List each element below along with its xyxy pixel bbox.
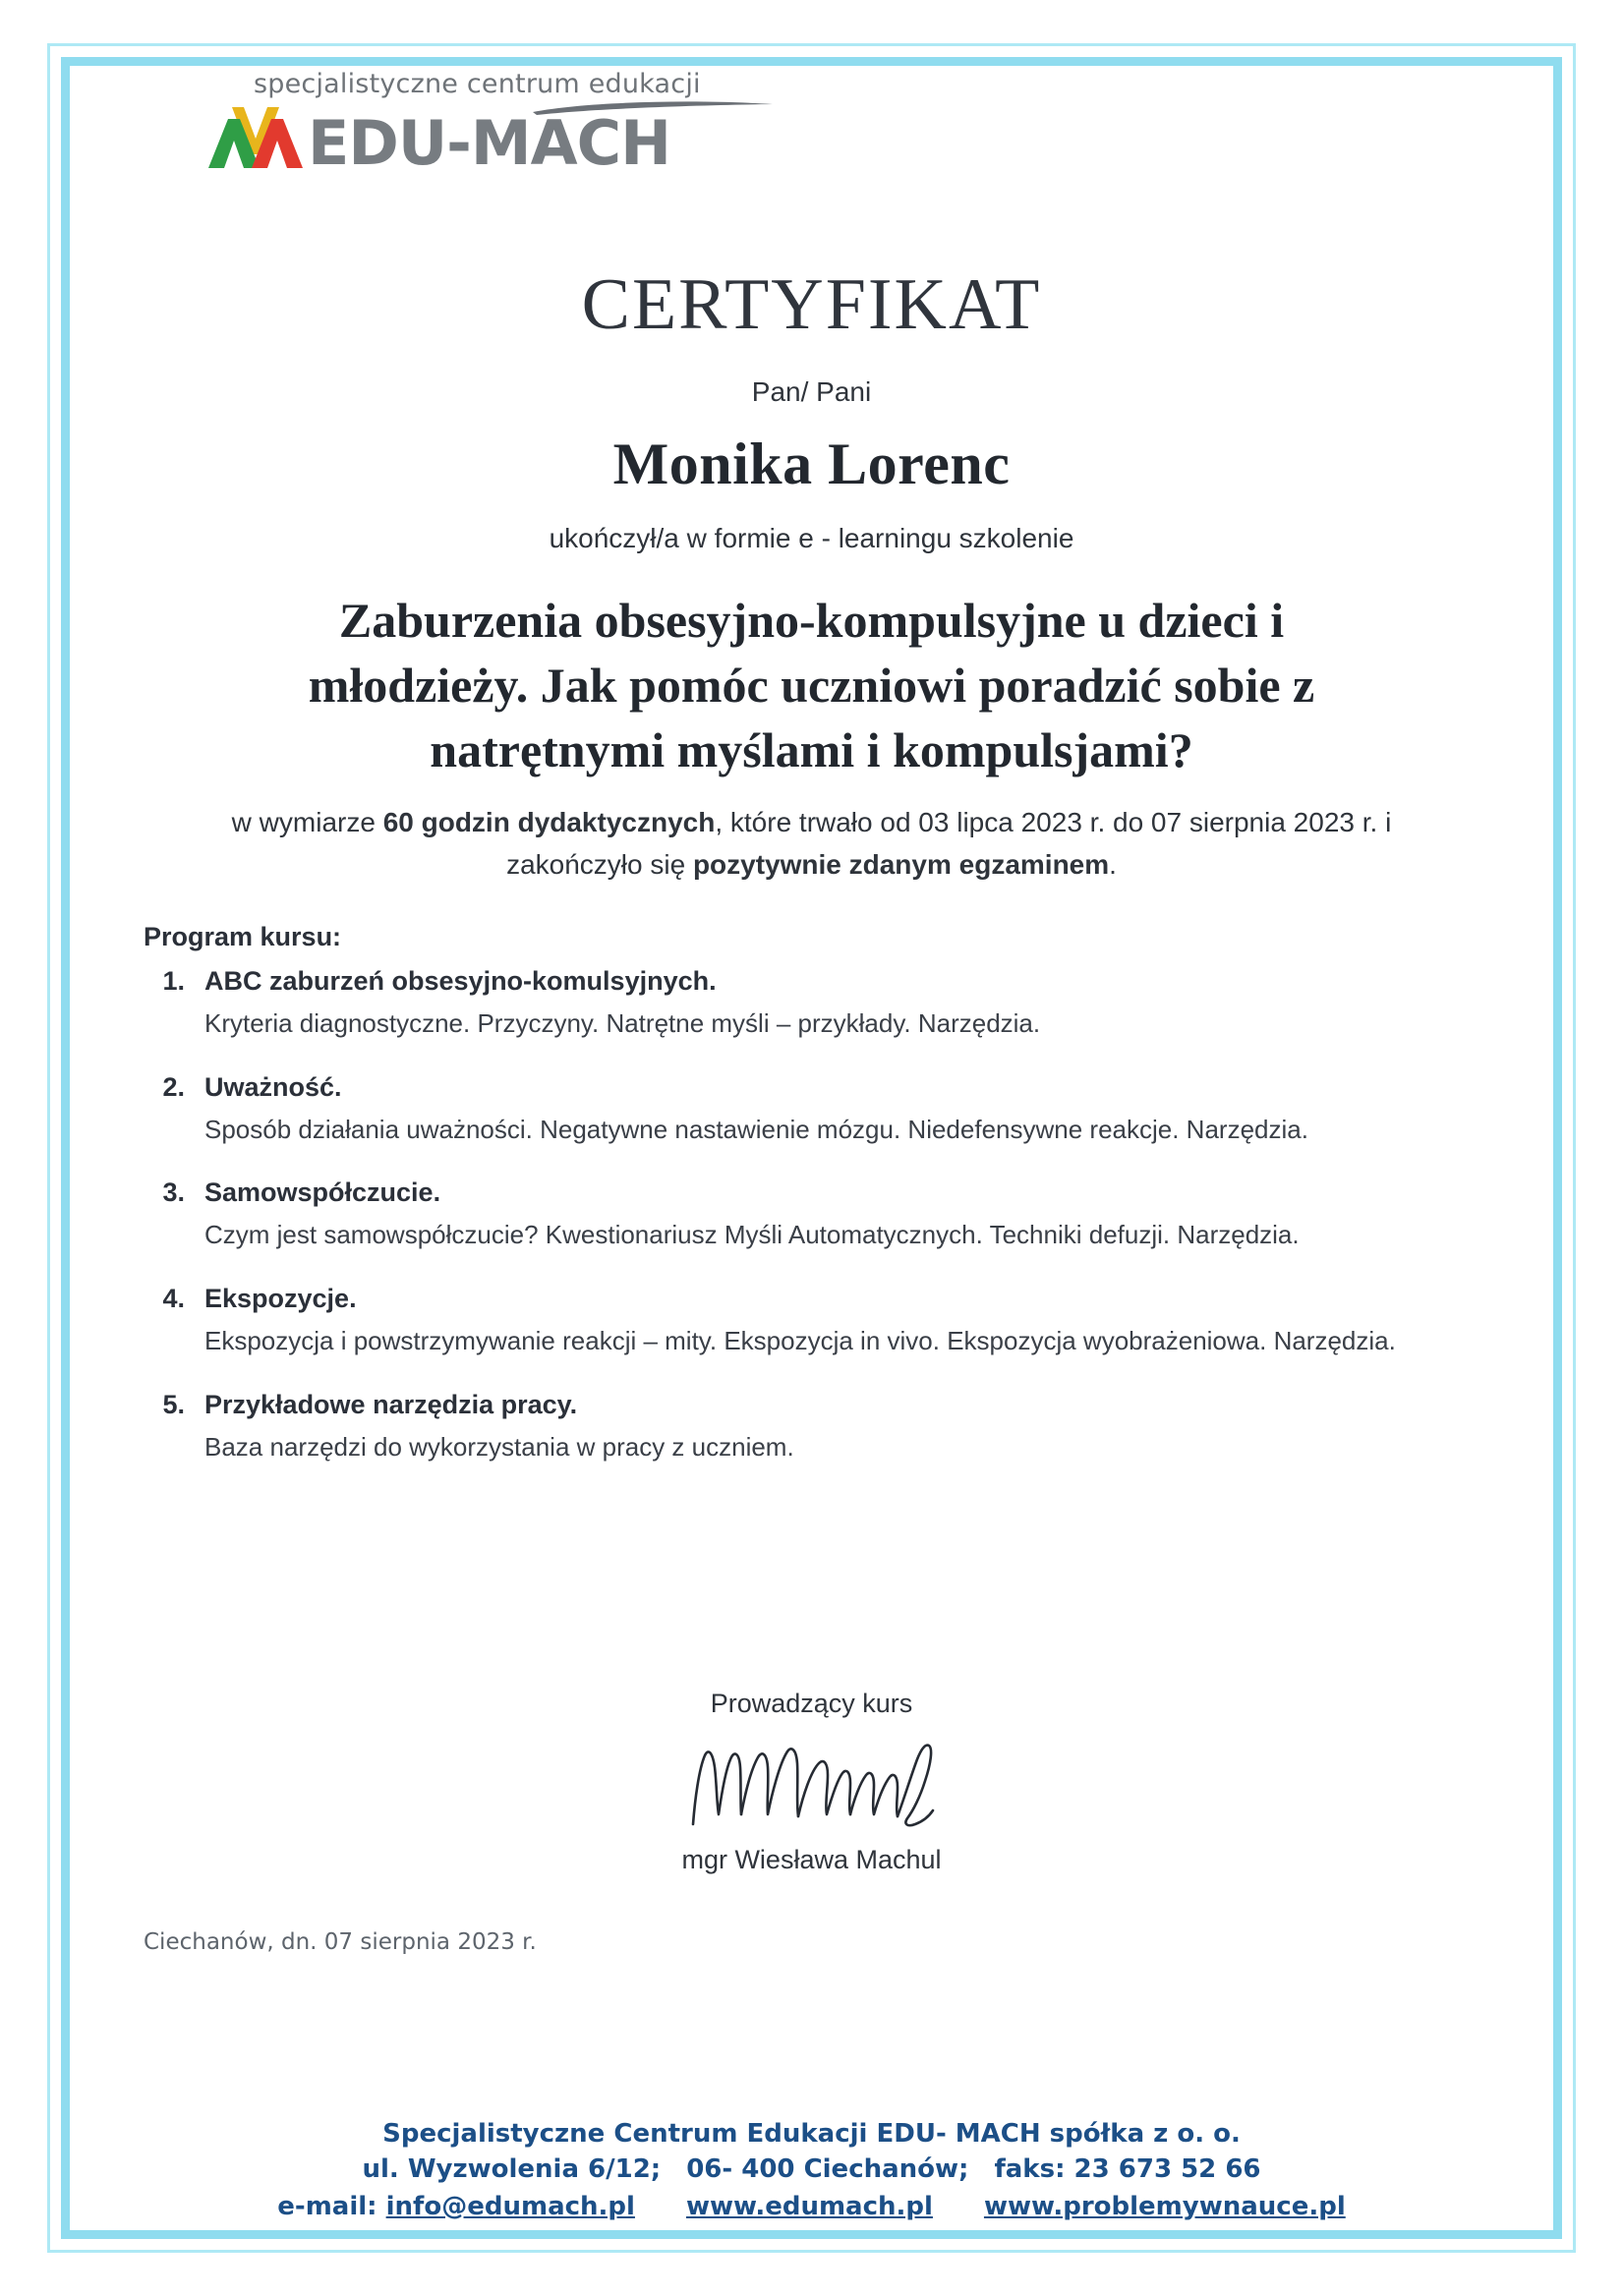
program-item-number: 3. <box>162 1177 185 1208</box>
scope-hours: 60 godzin dydaktycznych <box>382 807 716 837</box>
program-item-description: Kryteria diagnostyczne. Przyczyny. Natrętne myśli – przykłady. Narzędzia. <box>204 1008 1041 1038</box>
footer-street: ul. Wyzwolenia 6/12; <box>362 2154 662 2184</box>
salutation-label: Pan/ Pani <box>751 376 872 407</box>
program-item-number: 2. <box>162 1071 185 1102</box>
edu-mach-chevrons-icon <box>206 105 305 175</box>
program-item-title: ABC zaburzeń obsesyjno-komulsyjnych. <box>204 966 717 996</box>
program-item-body <box>204 1390 1474 1466</box>
logo-wordmark: EDU-MACH <box>308 107 670 179</box>
program-item <box>144 1390 1474 1466</box>
footer-email-link[interactable]: info@edumach.pl <box>385 2192 635 2221</box>
program-item-description: Czym jest samowspółczucie? Kwestionariusz Myśli Automatycznych. Techniki defuzji. Narzędzia. <box>204 1220 1300 1250</box>
issue-place-and-date: Ciechanów, dn. 07 sierpnia 2023 r. <box>144 1929 537 1955</box>
footer-website-link-primary[interactable]: www.edumach.pl <box>685 2192 933 2221</box>
scope-result: pozytywnie zdanym egzaminem <box>692 848 1110 880</box>
program-item-title: Uważność. <box>204 1071 342 1102</box>
page-title: CERTYFIKAT <box>581 264 1042 345</box>
footer-fax: faks: 23 673 52 66 <box>994 2154 1261 2184</box>
course-title <box>169 588 1454 782</box>
footer-address-line <box>61 2154 1562 2184</box>
scope-prefix: w wymiarze <box>231 807 383 837</box>
program-item-number: 1. <box>162 966 185 996</box>
certificate-content <box>61 57 1562 2239</box>
program-item-title: Ekspozycje. <box>204 1284 357 1314</box>
footer-company-name: Specjalistyczne Centrum Edukacji EDU- MACH spółka z o. o. <box>382 2119 1241 2149</box>
program-item-description: Sposób działania uważności. Negatywne nastawienie mózgu. Niedefensywne reakcje. Narzędzia. <box>204 1114 1308 1144</box>
footer <box>61 2119 1562 2221</box>
footer-city: 06- 400 Ciechanów; <box>686 2154 969 2184</box>
program-item-body <box>204 966 1474 1043</box>
program-item-title: Przykładowe narzędzia pracy. <box>204 1389 578 1419</box>
program-item-description: Baza narzędzi do wykorzystania w pracy z uczniem. <box>204 1431 794 1462</box>
footer-email-label: e-mail: <box>277 2192 377 2221</box>
brand-logo <box>206 69 816 180</box>
footer-contact-line <box>61 2192 1562 2221</box>
program-item-description: Ekspozycja i powstrzymywanie reakcji – mity. Ekspozycja in vivo. Ekspozycja wyobrażeniowa. Narzędzia. <box>204 1326 1396 1356</box>
footer-email-group <box>277 2192 635 2221</box>
course-title-line-2: młodzieży. Jak pomóc uczniowi poradzić sobie z <box>308 658 1315 713</box>
program-item <box>144 1177 1474 1254</box>
program-item-number: 4. <box>162 1284 185 1314</box>
signature-block <box>61 1689 1562 1875</box>
program-item-title: Samowspółczucie. <box>204 1177 441 1208</box>
scope-middle: , które trwało od 03 lipca 2023 r. do 07 sierpnia 2023 r. i zakończyło się <box>506 807 1392 880</box>
completion-statement: ukończył/a w formie e - learningu szkolenie <box>549 523 1074 553</box>
program-item-body <box>204 1072 1474 1149</box>
scope-suffix: . <box>1109 848 1117 880</box>
program-item <box>144 1284 1474 1360</box>
course-scope-statement <box>179 802 1444 886</box>
handwritten-signature-icon <box>61 1725 1562 1843</box>
program-heading: Program kursu: <box>144 922 342 951</box>
program-item-body <box>204 1177 1474 1254</box>
logo-tagline: specjalistyczne centrum edukacji <box>254 69 701 99</box>
program-section <box>144 922 1474 1465</box>
footer-website-link-secondary[interactable]: www.problemywnauce.pl <box>983 2192 1346 2221</box>
course-title-line-1: Zaburzenia obsesyjno-kompulsyjne u dzieci i <box>338 593 1285 648</box>
recipient-name: Monika Lorenc <box>612 431 1011 496</box>
program-item <box>144 1072 1474 1149</box>
course-title-line-3: natrętnymi myślami i kompulsjami? <box>430 722 1193 777</box>
signatory-name: mgr Wiesława Machul <box>681 1845 942 1874</box>
program-item-body <box>204 1284 1474 1360</box>
program-item-number: 5. <box>162 1389 185 1419</box>
signature-label: Prowadzący kurs <box>710 1689 913 1718</box>
logo-row <box>206 103 816 180</box>
program-item <box>144 966 1474 1043</box>
